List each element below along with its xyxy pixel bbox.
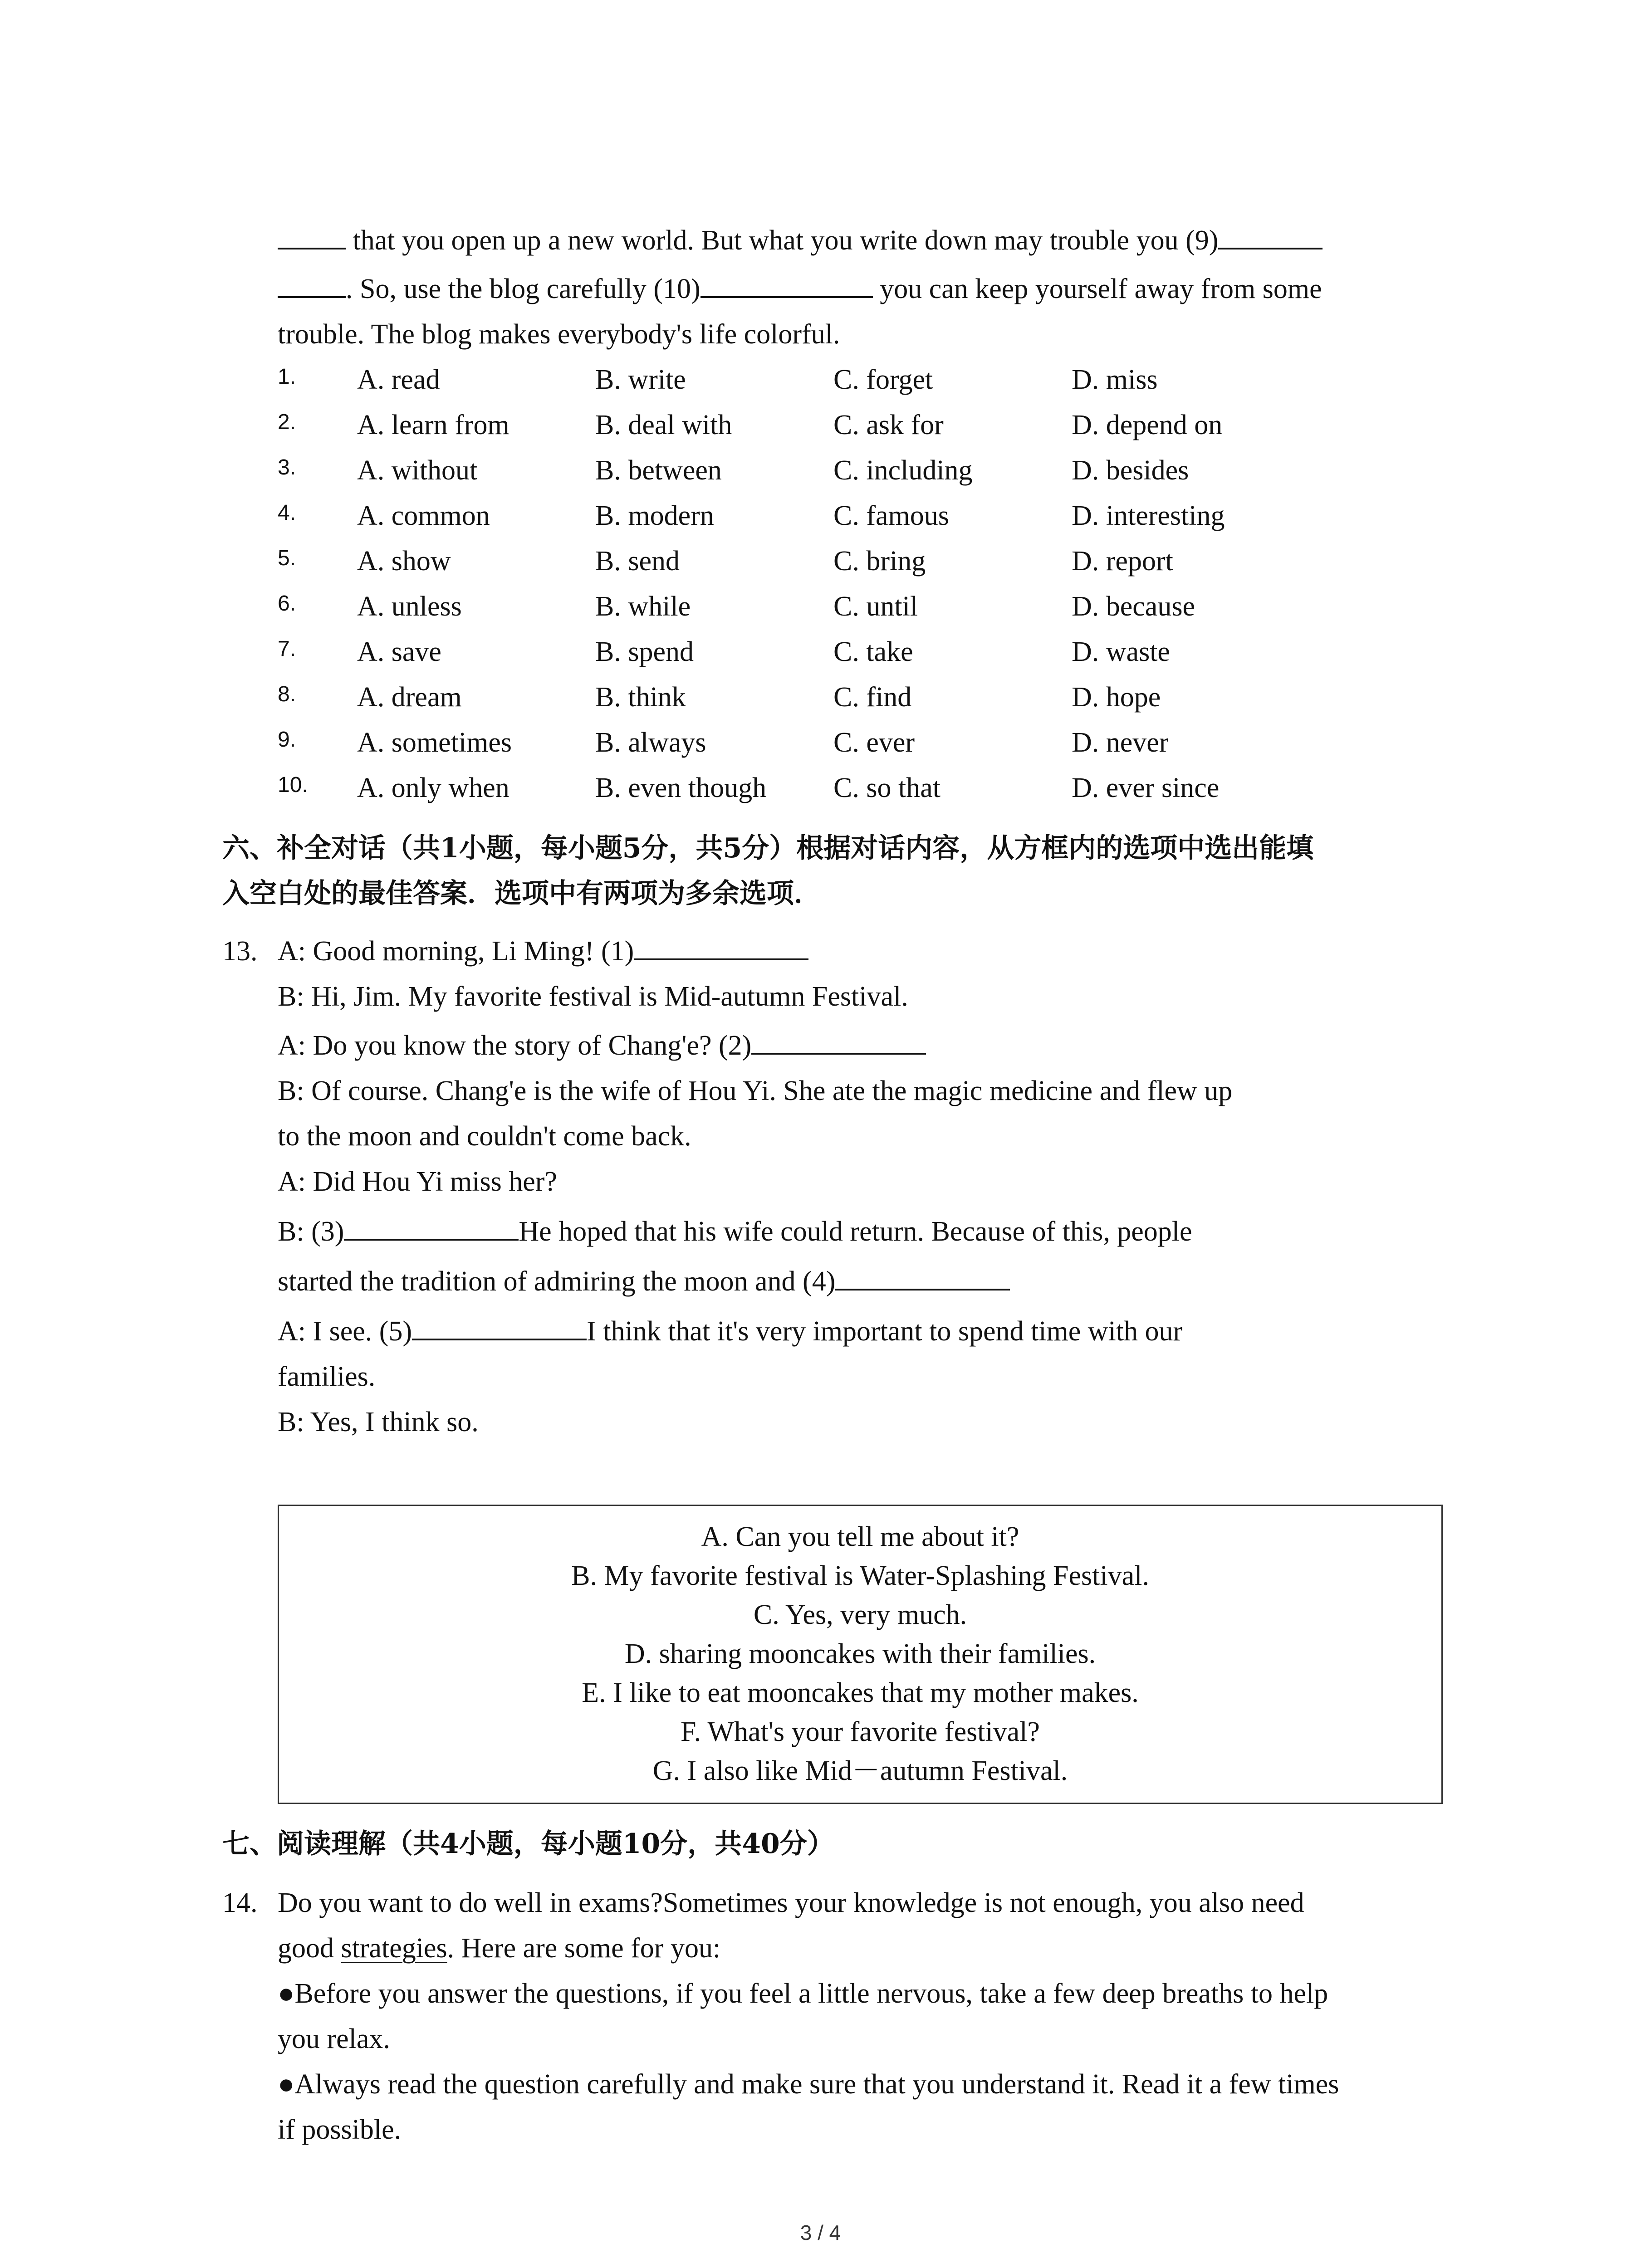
choice-d[interactable]: D. besides bbox=[1072, 455, 1189, 486]
option-number: 6. bbox=[278, 591, 296, 616]
choice-b[interactable]: B. between bbox=[595, 455, 722, 486]
dialogue-options-box bbox=[278, 1505, 1443, 1804]
choice-c[interactable]: C. take bbox=[833, 636, 913, 667]
dialogue-blank-4[interactable] bbox=[835, 1263, 1010, 1290]
section-6-title: 六、补全对话（共1小题，每小题5分，共5分）根据对话内容，从方框内的选项中选出能填 bbox=[222, 832, 1314, 864]
dialogue-line: B: Hi, Jim. My favorite festival is Mid-autumn Festival. bbox=[278, 981, 908, 1012]
choice-d[interactable]: D. waste bbox=[1072, 636, 1170, 667]
choice-c[interactable]: C. forget bbox=[833, 364, 933, 395]
choice-a[interactable]: A. dream bbox=[357, 682, 462, 713]
choice-b[interactable]: B. modern bbox=[595, 500, 714, 531]
option-number: 8. bbox=[278, 682, 296, 706]
choice-c[interactable]: C. until bbox=[833, 591, 918, 622]
choice-a[interactable]: A. learn from bbox=[357, 410, 509, 440]
choice-c[interactable]: C. so that bbox=[833, 772, 941, 803]
reading-line: good strategies. Here are some for you: bbox=[278, 1933, 721, 1964]
cloze-option-row bbox=[278, 770, 1412, 806]
option-f: F. What's your favorite festival? bbox=[681, 1716, 1040, 1747]
choice-b[interactable]: B. spend bbox=[595, 636, 694, 667]
dialogue-blank-5[interactable] bbox=[412, 1313, 587, 1340]
question-number-13: 13. bbox=[222, 936, 258, 967]
dialogue-blank-1[interactable] bbox=[634, 933, 808, 960]
option-number: 3. bbox=[278, 455, 296, 479]
reading-line: ●Before you answer the questions, if you feel a little nervous, take a few deep breaths to help bbox=[278, 1978, 1328, 2009]
option-d: D. sharing mooncakes with their families. bbox=[624, 1638, 1096, 1669]
choice-b[interactable]: B. send bbox=[595, 546, 680, 577]
answer-blank-9-cont[interactable] bbox=[278, 271, 346, 298]
choice-a[interactable]: A. read bbox=[357, 364, 440, 395]
page-number: 3 / 4 bbox=[800, 2221, 841, 2244]
reading-line: ●Always read the question carefully and make sure that you understand it. Read it a few times bbox=[278, 2069, 1339, 2100]
choice-d[interactable]: D. ever since bbox=[1072, 772, 1220, 803]
reading-line: Do you want to do well in exams?Sometimes your knowledge is not enough, you also need bbox=[278, 1887, 1304, 1918]
section-6-instruction: 入空白处的最佳答案．选项中有两项为多余选项． bbox=[222, 878, 821, 909]
choice-c[interactable]: C. including bbox=[833, 455, 973, 486]
choice-d[interactable]: D. hope bbox=[1072, 682, 1161, 713]
option-e: E. I like to eat mooncakes that my mother makes. bbox=[582, 1677, 1139, 1708]
choice-a[interactable]: A. common bbox=[357, 500, 490, 531]
option-number: 1. bbox=[278, 365, 296, 389]
dialogue-line: started the tradition of admiring the moon and (4) bbox=[278, 1263, 1010, 1300]
dialogue-line: A: Good morning, Li Ming! (1) bbox=[278, 933, 808, 969]
answer-blank-10[interactable] bbox=[700, 271, 873, 298]
dialogue-line: B: Of course. Chang'e is the wife of Hou Yi. She ate the magic medicine and flew up bbox=[278, 1075, 1233, 1106]
reading-line: if possible. bbox=[278, 2114, 402, 2145]
dialogue-line: families. bbox=[278, 1361, 376, 1392]
choice-b[interactable]: B. even though bbox=[595, 772, 767, 803]
option-number: 9. bbox=[278, 728, 296, 752]
option-number: 7. bbox=[278, 637, 296, 661]
choice-c[interactable]: C. famous bbox=[833, 500, 949, 531]
answer-blank[interactable] bbox=[278, 222, 346, 249]
passage-line-2: . So, use the blog carefully (10) you can keep yourself away from some bbox=[278, 271, 1322, 307]
choice-c[interactable]: C. bring bbox=[833, 546, 926, 577]
cloze-option-row bbox=[278, 588, 1412, 625]
choice-a[interactable]: A. show bbox=[357, 546, 451, 577]
option-number: 10. bbox=[278, 773, 308, 797]
option-number: 2. bbox=[278, 410, 296, 434]
passage-line-1: that you open up a new world. But what you write down may trouble you (9) bbox=[278, 222, 1323, 259]
option-a: A. Can you tell me about it? bbox=[701, 1521, 1019, 1552]
option-c: C. Yes, very much. bbox=[753, 1599, 967, 1630]
choice-c[interactable]: C. ever bbox=[833, 727, 915, 758]
choice-d[interactable]: D. report bbox=[1072, 546, 1173, 577]
dialogue-blank-3[interactable] bbox=[344, 1213, 519, 1241]
cloze-option-row bbox=[278, 724, 1412, 761]
section-7-title: 七、阅读理解（共4小题，每小题10分，共40分） bbox=[222, 1828, 834, 1860]
choice-b[interactable]: B. deal with bbox=[595, 410, 732, 440]
dialogue-line: A: Do you know the story of Chang'e? (2) bbox=[278, 1027, 926, 1064]
choice-a[interactable]: A. sometimes bbox=[357, 727, 512, 758]
option-g: G. I also like Mid－autumn Festival. bbox=[652, 1755, 1068, 1786]
choice-a[interactable]: A. save bbox=[357, 636, 441, 667]
cloze-option-row bbox=[278, 679, 1412, 715]
underlined-word: strategies bbox=[341, 1933, 447, 1964]
choice-c[interactable]: C. ask for bbox=[833, 410, 944, 440]
choice-a[interactable]: A. without bbox=[357, 455, 478, 486]
choice-d[interactable]: D. because bbox=[1072, 591, 1195, 622]
option-number: 5. bbox=[278, 546, 296, 570]
dialogue-line: A: Did Hou Yi miss her? bbox=[278, 1166, 557, 1197]
choice-d[interactable]: D. interesting bbox=[1072, 500, 1225, 531]
cloze-option-row bbox=[278, 407, 1412, 443]
reading-line: you relax. bbox=[278, 2024, 390, 2054]
choice-d[interactable]: D. never bbox=[1072, 727, 1169, 758]
cloze-option-row bbox=[278, 543, 1412, 579]
choice-b[interactable]: B. always bbox=[595, 727, 706, 758]
option-b: B. My favorite festival is Water-Splashing Festival. bbox=[571, 1560, 1149, 1591]
cloze-option-row bbox=[278, 362, 1412, 398]
cloze-option-row bbox=[278, 452, 1412, 489]
dialogue-line: to the moon and couldn't come back. bbox=[278, 1121, 691, 1152]
choice-d[interactable]: D. depend on bbox=[1072, 410, 1223, 440]
dialogue-line: B: Yes, I think so. bbox=[278, 1407, 479, 1437]
choice-b[interactable]: B. write bbox=[595, 364, 686, 395]
choice-a[interactable]: A. only when bbox=[357, 772, 509, 803]
question-number-14: 14. bbox=[222, 1887, 258, 1918]
choice-a[interactable]: A. unless bbox=[357, 591, 462, 622]
choice-b[interactable]: B. while bbox=[595, 591, 691, 622]
dialogue-line: A: I see. (5) I think that it's very important to spend time with our bbox=[278, 1313, 1182, 1349]
passage-line-3: trouble. The blog makes everybody's life colorful. bbox=[278, 319, 840, 350]
dialogue-blank-2[interactable] bbox=[751, 1027, 926, 1055]
cloze-option-row bbox=[278, 498, 1412, 534]
answer-blank-9[interactable] bbox=[1218, 222, 1323, 249]
cloze-option-row bbox=[278, 634, 1412, 670]
choice-c[interactable]: C. find bbox=[833, 682, 912, 713]
option-number: 4. bbox=[278, 501, 296, 525]
choice-b[interactable]: B. think bbox=[595, 682, 686, 713]
choice-d[interactable]: D. miss bbox=[1072, 364, 1158, 395]
dialogue-line: B: (3) He hoped that his wife could return. Because of this, people bbox=[278, 1213, 1192, 1250]
